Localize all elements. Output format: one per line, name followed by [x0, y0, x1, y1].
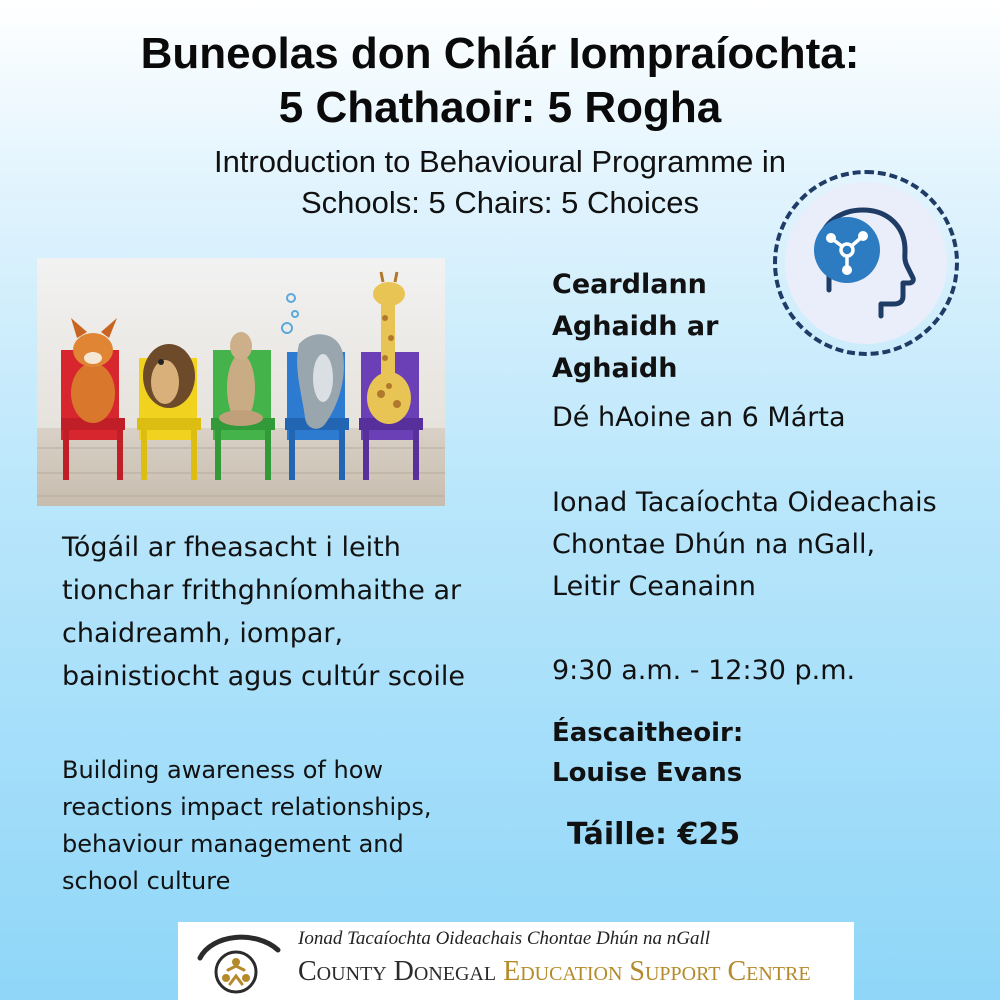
venue-line-1: Ionad Tacaíochta Oideachais — [552, 487, 937, 518]
event-type-line-2: Aghaidh ar — [552, 311, 719, 342]
page-title-line-1: Buneolas don Chlár Iompraíochta: — [140, 29, 860, 78]
animals-on-chairs-illustration — [37, 258, 445, 506]
badge-background — [785, 182, 947, 344]
page-title-line-2: 5 Chathaoir: 5 Rogha — [278, 83, 722, 132]
logo-english-part-2: Education Support Centre — [503, 956, 811, 987]
description-irish: Tógáil ar fheasacht i leith tionchar frithghníomhaithe ar chaidreamh, iompar, bainistiocht agus cultúr scoile — [62, 532, 465, 692]
head-network-icon — [801, 198, 931, 328]
subtitle-line-2: Schools: 5 Chairs: 5 Choices — [300, 185, 700, 220]
facilitator-name: Louise Evans — [552, 758, 743, 788]
logo-emblem-icon — [192, 928, 284, 998]
event-time: 9:30 a.m. - 12:30 p.m. — [552, 655, 856, 686]
education-centre-logo — [178, 922, 854, 1000]
logo-english-part-1: County Donegal — [298, 956, 497, 987]
event-date: Dé hAoine an 6 Márta — [552, 402, 846, 433]
facilitator-label: Éascaitheoir: — [552, 718, 744, 748]
description-english: Building awareness of how reactions impact relationships, behaviour management and school culture — [62, 756, 432, 895]
event-type-line-1: Ceardlann — [552, 269, 707, 300]
fee: Táille: €25 — [567, 817, 741, 852]
event-type-line-3: Aghaidh — [552, 353, 678, 384]
venue-line-2: Chontae Dhún na nGall, — [552, 529, 876, 560]
subtitle-line-1: Introduction to Behavioural Programme in — [213, 144, 787, 179]
venue-line-3: Leitir Ceanainn — [552, 571, 756, 602]
logo-irish-name: Ionad Tacaíochta Oideachais Chontae Dhún na nGall — [298, 928, 710, 949]
head-icon-badge — [773, 170, 959, 356]
logo-english-name — [298, 956, 811, 988]
